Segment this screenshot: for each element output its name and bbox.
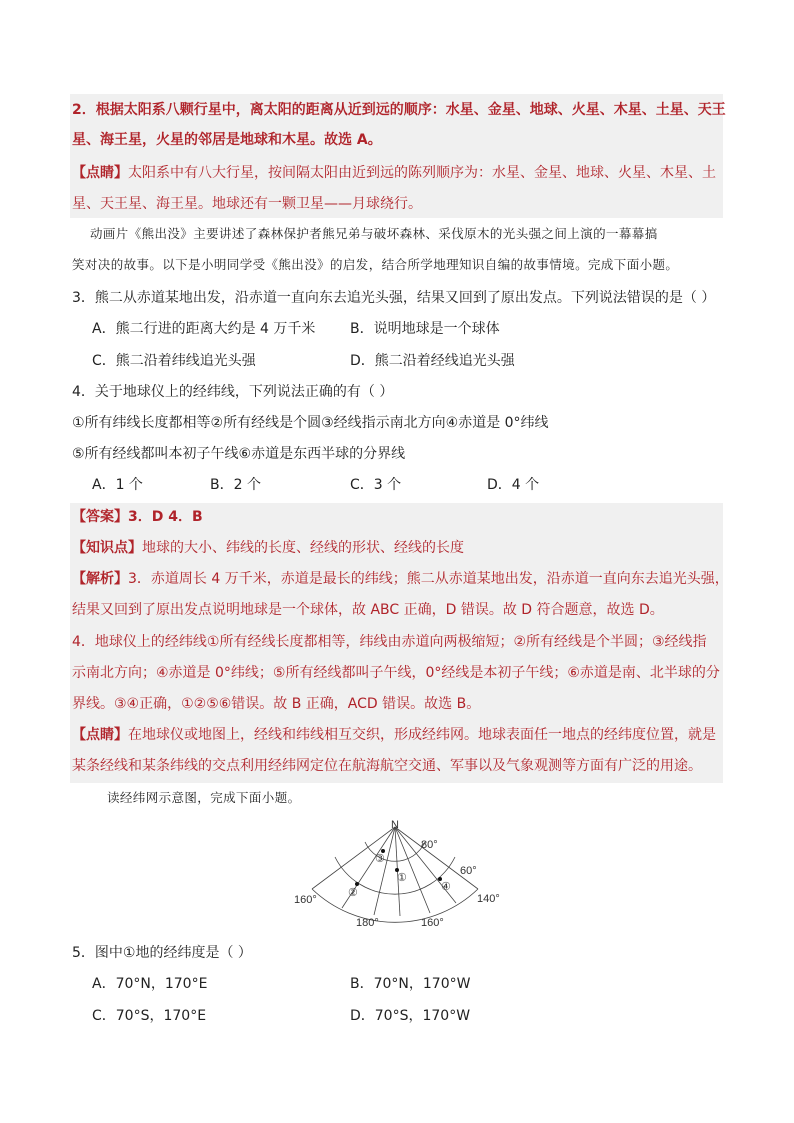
q4-stem: 4．关于地球仪上的经纬线，下列说法正确的有（ ） bbox=[72, 384, 394, 400]
analysis-line2: 结果又回到了原出发点说明地球是一个球体，故 ABC 正确，D 错误。故 D 符合题意，故选 D。 bbox=[72, 602, 664, 618]
lon-140-label: 140° bbox=[477, 893, 500, 905]
answer-text: 3．D 4．B bbox=[128, 509, 203, 525]
q4-statements-line1: ①所有纬线长度都相等②所有经线是个圆③经线指示南北方向④赤道是 0°纬线 bbox=[72, 415, 549, 431]
north-label: N bbox=[391, 819, 399, 831]
q3-option-d: D．熊二沿着经线追光头强 bbox=[350, 353, 515, 369]
q3-option-c: C．熊二沿着纬线追光头强 bbox=[92, 353, 256, 369]
knowledge-point-tag: 【知识点】 bbox=[72, 540, 142, 556]
graticule-diagram bbox=[290, 815, 510, 930]
analysis-line1 bbox=[72, 570, 729, 588]
point-1-label: ① bbox=[397, 872, 407, 884]
lon-160-left-label: 160° bbox=[294, 894, 317, 906]
key-note-text: 在地球仪或地图上，经线和纬线相互交织，形成经纬网。地球表面任一地点的经纬度位置，就是 bbox=[128, 727, 716, 743]
analysis-tag: 【解析】 bbox=[72, 571, 128, 587]
q5-option-c: C．70°S，170°E bbox=[92, 1008, 207, 1024]
answer-tag: 【答案】 bbox=[72, 509, 128, 525]
key-note-line2: 某条经线和某条纬线的交点利用经纬网定位在航海航空交通、军事以及气象观测等方面有广泛的用途。 bbox=[72, 758, 702, 774]
key-note-line1 bbox=[72, 726, 716, 744]
note-tag: 【点睛】 bbox=[72, 165, 128, 181]
knowledge-point-text: 地球的大小、纬线的长度、经线的形状、经线的长度 bbox=[142, 540, 464, 556]
q4-option-a: A．1 个 bbox=[92, 477, 143, 493]
key-note-tag: 【点睛】 bbox=[72, 727, 128, 743]
q2-answer-line1: 2．根据太阳系八颗行星中，离太阳的距离从近到远的顺序：水星、金星、地球、火星、木星、土星、天王 bbox=[72, 102, 726, 118]
point-3-label: ③ bbox=[375, 853, 385, 865]
q4-option-c: C．3 个 bbox=[350, 477, 402, 493]
point-4-label: ④ bbox=[441, 881, 451, 893]
knowledge-point-line bbox=[72, 539, 464, 557]
q2-note-line2: 星、天王星、海王星。地球还有一颗卫星——月球绕行。 bbox=[72, 196, 422, 212]
answer-line bbox=[72, 508, 203, 526]
q4-option-d: D．4 个 bbox=[487, 477, 540, 493]
q5-stem: 5．图中①地的经纬度是（ ） bbox=[72, 945, 252, 961]
note-text: 太阳系中有八大行星，按间隔太阳由近到远的陈列顺序为：水星、金星、地球、火星、木星、土 bbox=[128, 165, 716, 181]
point-2-dot bbox=[355, 882, 359, 886]
story-intro-line1: 动画片《熊出没》主要讲述了森林保护者熊兄弟与破坏森林、采伐原木的光头强之间上演的一幕幕搞 bbox=[90, 226, 658, 241]
lon-160-right-label: 160° bbox=[421, 917, 444, 929]
analysis-line5: 界线。③④正确，①②⑤⑥错误。故 B 正确，ACD 错误。故选 B。 bbox=[72, 696, 481, 712]
q3-option-a: A．熊二行进的距离大约是 4 万千米 bbox=[92, 321, 316, 337]
point-2-label: ② bbox=[348, 887, 358, 899]
analysis-line4: 示南北方向；④赤道是 0°纬线；⑤所有经线都叫子午线，0°经线是本初子午线；⑥赤道是南、北半球的分 bbox=[72, 665, 720, 681]
q5-option-d: D．70°S，170°W bbox=[350, 1008, 471, 1024]
lat-60-label: 60° bbox=[460, 865, 477, 877]
map-intro: 读经纬网示意图，完成下面小题。 bbox=[107, 790, 301, 805]
lon-180-label: 180° bbox=[356, 917, 379, 929]
q4-statements-line2: ⑤所有经线都叫本初子午线⑥赤道是东西半球的分界线 bbox=[72, 446, 406, 462]
lat-80-label: 80° bbox=[421, 839, 438, 851]
q4-option-b: B．2 个 bbox=[210, 477, 261, 493]
q5-option-b: B．70°N，170°W bbox=[350, 976, 471, 992]
q2-answer-line2: 星、海王星，火星的邻居是地球和木星。故选 A。 bbox=[72, 132, 382, 148]
q3-stem: 3．熊二从赤道某地出发，沿赤道一直向东去追光头强，结果又回到了原出发点。下列说法错误的是（ ） bbox=[72, 290, 716, 306]
analysis-line3: 4．地球仪上的经纬线①所有经线长度都相等，纬线由赤道向两极缩短；②所有经线是个半圆；③经线指 bbox=[72, 634, 707, 650]
q2-note-line1 bbox=[72, 164, 716, 182]
story-intro-line2: 笑对决的故事。以下是小明同学受《熊出没》的启发，结合所学地理知识自编的故事情境。完成下面小题。 bbox=[72, 257, 679, 272]
analysis-text: 3．赤道周长 4 万千米，赤道是最长的纬线；熊二从赤道某地出发，沿赤道一直向东去追光头强， bbox=[128, 571, 729, 587]
q3-option-b: B．说明地球是一个球体 bbox=[350, 321, 500, 337]
q5-option-a: A．70°N，170°E bbox=[92, 976, 208, 992]
